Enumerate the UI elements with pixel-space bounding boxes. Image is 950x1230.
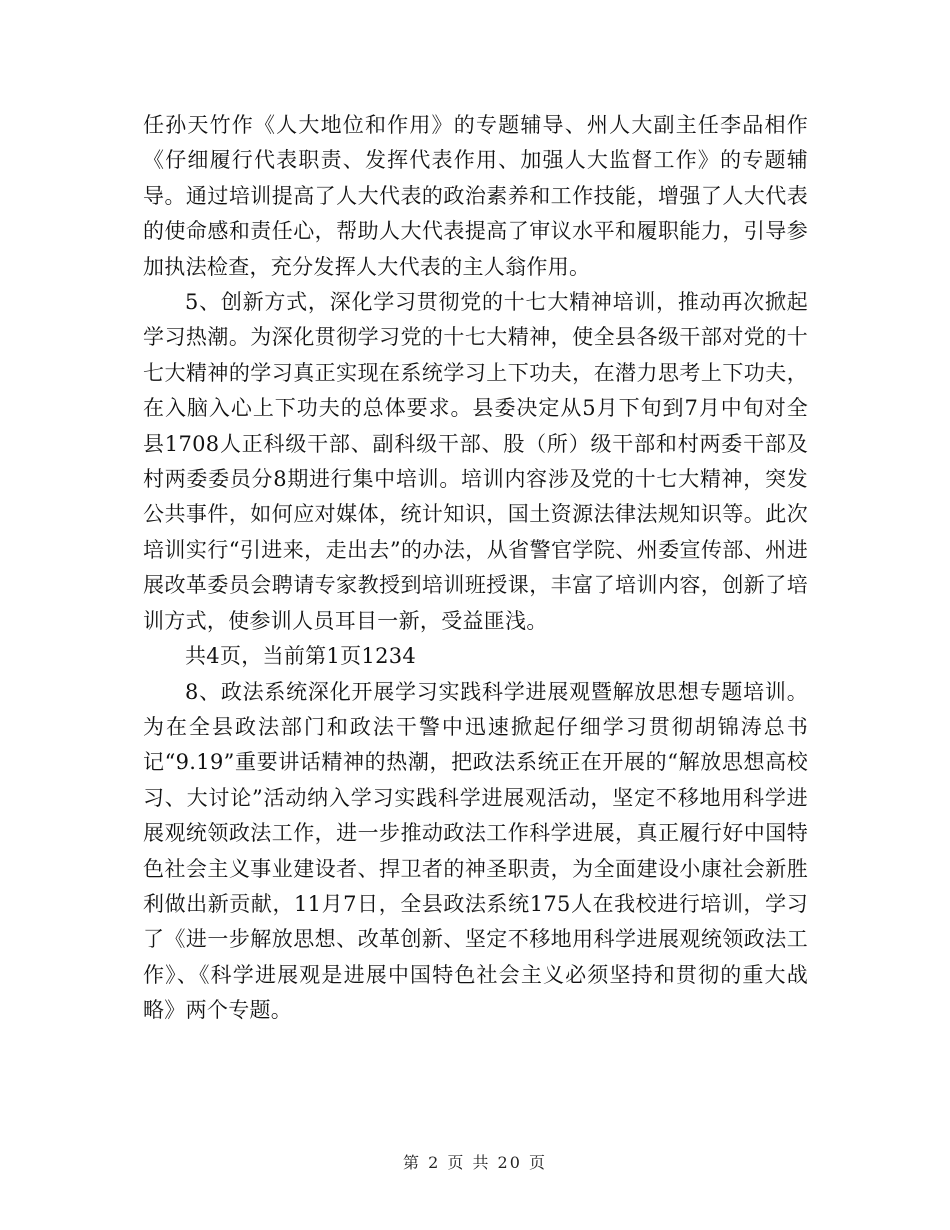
- paragraph-page-note: 共4页，当前第1页1234: [185, 644, 417, 669]
- document-body: [143, 108, 808, 1029]
- page-footer: 第 2 页 共 20 页: [403, 1153, 547, 1172]
- paragraph-section-5: 5、创新方式，深化学习贯彻党的十七大精神培训，推动再次掀起学习热潮。为深化贯彻学习党的十七大精神，使全县各级干部对党的十七大精神的学习真正实现在系统学习上下功夫，在潜力思考上下功夫，在入脑入心上下功夫的总体要求。县委决定从5月下旬到7月中旬对全县1708人正科级干部、副科级干部、股（所）级干部和村两委干部及村两委委员分8期进行集中培训。培训内容涉及党的十七大精神，突发公共事件，如何应对媒体，统计知识，国土资源法律法规知识等。此次培训实行“引进来，走出去”的办法，从省警官学院、州委宣传部、州进展改革委员会聘请专家教授到培训班授课，丰富了培训内容，创新了培训方式，使参训人员耳目一新，受益匪浅。: [143, 290, 808, 633]
- paragraph-section-8: 8、政法系统深化开展学习实践科学进展观暨解放思想专题培训。为在全县政法部门和政法干警中迅速掀起仔细学习贯彻胡锦涛总书记“9.19”重要讲话精神的热潮，把政法系统正在开展的“解放思想高校习、大讨论”活动纳入学习实践科学进展观活动，坚定不移地用科学进展观统领政法工作，进一步推动政法工作科学进展，真正履行好中国特色社会主义事业建设者、捍卫者的神圣职责，为全面建设小康社会新胜利做出新贡献，11月7日，全县政法系统175人在我校进行培训，学习了《进一步解放思想、改革创新、坚定不移地用科学进展观统领政法工作》、《科学进展观是进展中国特色社会主义必须坚持和贯彻的重大战略》两个专题。: [143, 679, 808, 1023]
- paragraph-continuation: 任孙天竹作《人大地位和作用》的专题辅导、州人大副主任李品相作《仔细履行代表职责、发挥代表作用、加强人大监督工作》的专题辅导。通过培训提高了人大代表的政治素养和工作技能，增强了人大代表的使命感和责任心，帮助人大代表提高了审议水平和履职能力，引导参加执法检查，充分发挥人大代表的主人翁作用。: [143, 113, 808, 279]
